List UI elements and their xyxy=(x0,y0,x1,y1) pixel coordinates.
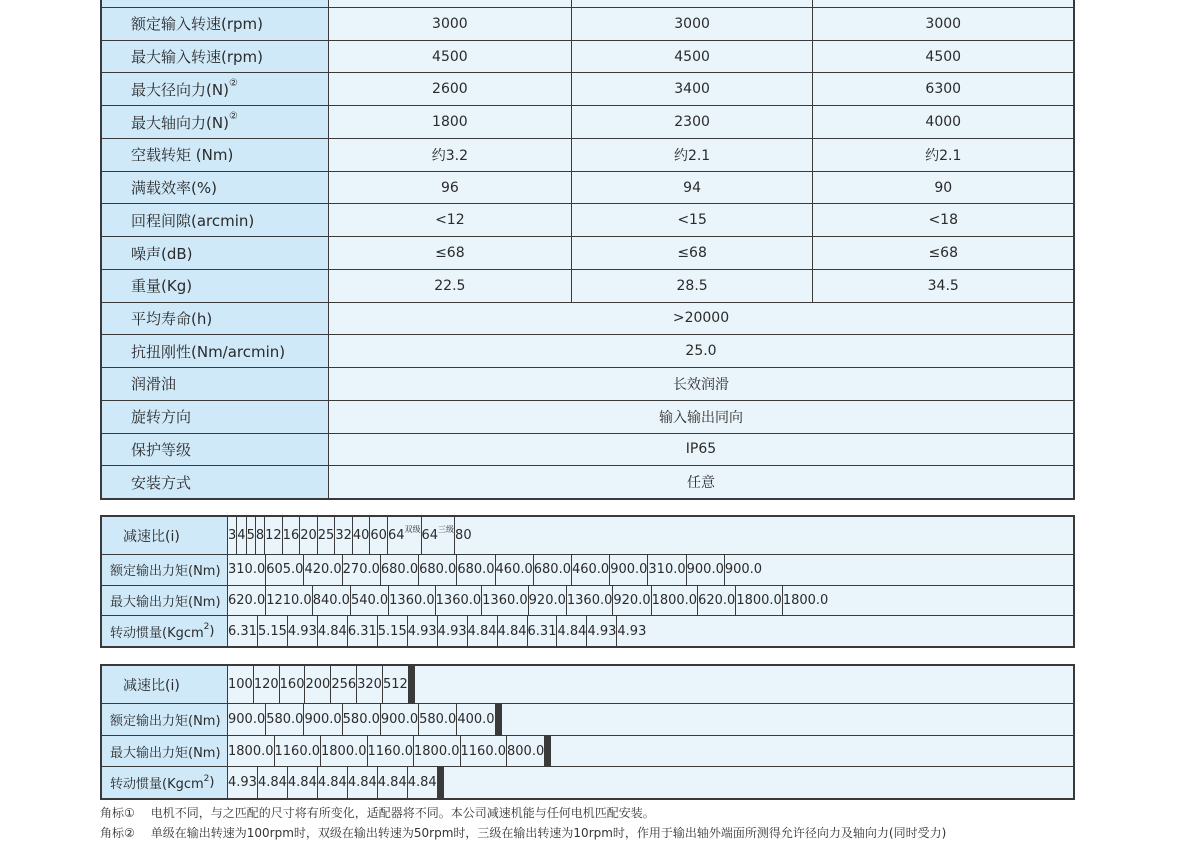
spec-row xyxy=(102,269,1073,302)
footnote xyxy=(100,803,1150,823)
ratio-row xyxy=(102,703,1073,735)
ratio-value-cell: 800.0 xyxy=(506,736,544,767)
ratio-value-cell: 1210.0 xyxy=(265,586,312,616)
ratio-header-value: 32 xyxy=(335,528,352,543)
ratio-header-value: 3 xyxy=(228,528,237,543)
ratio-value-cell: 1360.0 xyxy=(388,586,435,616)
spec-table xyxy=(100,0,1075,500)
spec-row-label: 平均寿命(h) xyxy=(102,303,328,335)
ratio-header-row xyxy=(102,666,1073,703)
ratio-header-cell xyxy=(454,517,472,554)
cut-off-value-cell xyxy=(328,0,571,7)
spec-row-label xyxy=(102,270,328,302)
ratio-header-value: 40 xyxy=(352,528,370,543)
cut-off-value-cell xyxy=(571,0,813,7)
spec-label-text: 最大轴向力(N) xyxy=(131,113,229,132)
ratio-table-high xyxy=(100,664,1075,800)
spec-label-text: 噪声(dB) xyxy=(131,244,193,263)
ratio-value-cell: 4.93 xyxy=(287,616,317,646)
ratio-value-cell: 4.84 xyxy=(287,767,317,798)
ratio-value-cell: 605.0 xyxy=(265,555,303,585)
ratio-value-cell: 840.0 xyxy=(312,586,350,616)
ratio-value-cell: 4.93 xyxy=(407,616,437,646)
ratio-header-value: 4 xyxy=(237,528,246,543)
ratio-value-cell: 4.84 xyxy=(467,616,497,646)
ratio-value-cell: 1360.0 xyxy=(566,586,613,616)
spec-value-cell: 4500 xyxy=(812,41,1073,73)
ratio-header-value: 120 xyxy=(253,677,279,692)
ratio-value-cell: 900.0 xyxy=(303,704,341,735)
ratio-value-cell: 4.84 xyxy=(257,767,287,798)
spec-span-value-cell: IP65 xyxy=(328,434,1073,466)
ratio-corner-cell: 减速比(i) xyxy=(102,517,227,554)
ratio-value-cell xyxy=(501,704,502,735)
ratio-header-cell xyxy=(382,666,408,703)
ratio-row xyxy=(102,735,1073,767)
ratio-value-cell: 900.0 xyxy=(724,555,762,585)
ratio-row-label xyxy=(102,704,227,735)
ratio-value-cell: 1800.0 xyxy=(651,586,698,616)
spec-label-text: 满载效率(%) xyxy=(131,179,217,198)
ratio-label-text: 额定输出力矩(Nm) xyxy=(110,564,221,580)
ratio-header-cell xyxy=(253,666,279,703)
footnotes xyxy=(100,803,1150,843)
ratio-label-text: 最大输出力矩(Nm) xyxy=(110,745,221,761)
ratio-header-cell xyxy=(236,517,245,554)
spec-span-value-cell: >20000 xyxy=(328,303,1073,335)
ratio-value-cell: 420.0 xyxy=(303,555,341,585)
ratio-value-cell: 680.0 xyxy=(418,555,456,585)
spec-row xyxy=(102,138,1073,171)
ratio-value-cell: 1800.0 xyxy=(413,736,460,767)
ratio-header-value: 100 xyxy=(228,677,253,692)
ratio-row xyxy=(102,766,1073,798)
ratio-header-cell xyxy=(279,666,305,703)
ratio-value-cell: 4.93 xyxy=(586,616,616,646)
ratio-value-cell: 620.0 xyxy=(697,586,735,616)
ratio-value-cell: 400.0 xyxy=(456,704,494,735)
spec-span-value-cell: 输入输出同向 xyxy=(328,401,1073,433)
ratio-value-cell: 4.93 xyxy=(227,767,257,798)
ratio-value-cell: 1360.0 xyxy=(435,586,482,616)
spec-row-label xyxy=(102,237,328,269)
spec-value-cell: 约3.2 xyxy=(328,139,571,171)
spec-value-cell: 约2.1 xyxy=(812,139,1073,171)
ratio-header-cell xyxy=(330,666,356,703)
spec-value-cell: 6300 xyxy=(812,73,1073,105)
spec-row-label: 抗扭刚性(Nm/arcmin) xyxy=(102,335,328,367)
ratio-header-cell xyxy=(227,666,253,703)
ratio-header-value: 160 xyxy=(279,677,305,692)
spec-row xyxy=(102,72,1073,105)
spec-span-row xyxy=(102,367,1073,400)
spec-value-cell: ≤68 xyxy=(328,237,571,269)
spec-value-cell: ≤68 xyxy=(812,237,1073,269)
ratio-header-cell: 64 $^{双级}$ xyxy=(387,517,421,554)
spec-value-cell: 22.5 xyxy=(328,270,571,302)
ratio-value-cell: 4.84 xyxy=(317,767,347,798)
spec-value-cell: 2300 xyxy=(571,106,813,138)
ratio-value-cell: 680.0 xyxy=(533,555,571,585)
ratio-header-cell xyxy=(334,517,352,554)
spec-row-label xyxy=(102,41,328,73)
spec-value-cell: ≤68 xyxy=(571,237,813,269)
ratio-header-value: 512 xyxy=(382,677,408,692)
spec-row xyxy=(102,40,1073,73)
spec-span-value-cell: 25.0 xyxy=(328,335,1073,367)
spec-row-label: 最大径向力(N) ② xyxy=(102,73,328,105)
ratio-label-text: 转动惯量(Kgcm xyxy=(110,625,204,641)
ratio-value-cell: 900.0 xyxy=(380,704,418,735)
ratio-header-cell xyxy=(246,517,255,554)
ratio-header-cell xyxy=(414,666,415,703)
ratio-header-cell xyxy=(317,517,335,554)
footnote-marker: 角标② xyxy=(100,826,135,840)
spec-label-text: 最大输入转速(rpm) xyxy=(131,48,264,67)
ratio-value-cell: 4.84 xyxy=(407,767,437,798)
ratio-header-cell xyxy=(227,517,236,554)
ratio-value-cell: 580.0 xyxy=(265,704,303,735)
ratio-value-cell xyxy=(550,736,551,767)
ratio-value-cell: 4.84 xyxy=(497,616,527,646)
ratio-header-value: 256 xyxy=(331,677,357,692)
ratio-value-cell: 6.31 xyxy=(347,616,377,646)
ratio-value-cell: 4.84 xyxy=(347,767,377,798)
ratio-value-cell: 900.0 xyxy=(227,704,265,735)
footnote-text: 电机不同，与之匹配的尺寸将有所变化，适配器将不同。本公司减速机能与任何电机匹配安装。 xyxy=(150,806,655,820)
footnote-marker: 角标① xyxy=(100,806,135,820)
ratio-value-cell: 1800.0 xyxy=(227,736,274,767)
cut-off-value-cell xyxy=(812,0,1073,7)
ratio-row-label: 转动惯量(Kgcm $^2$ ) xyxy=(102,616,227,646)
ratio-value-cell: 540.0 xyxy=(350,586,388,616)
spec-row-label xyxy=(102,204,328,236)
spec-label-text: 回程间隙(arcmin) xyxy=(131,211,255,230)
cut-off-label-cell xyxy=(102,0,328,7)
spec-value-cell: 3000 xyxy=(812,8,1073,40)
ratio-header-cell xyxy=(299,517,317,554)
ratio-value-cell: 680.0 xyxy=(456,555,494,585)
spec-row-label: 保护等级 xyxy=(102,434,328,466)
ratio-value-cell: 680.0 xyxy=(380,555,418,585)
ratio-value-cell: 460.0 xyxy=(571,555,609,585)
spec-span-row xyxy=(102,302,1073,335)
ratio-value-cell: 5.15 xyxy=(257,616,287,646)
spec-value-cell: <12 xyxy=(328,204,571,236)
footnote xyxy=(100,823,1150,843)
ratio-header-cell: 64 $^{三级}$ xyxy=(421,517,455,554)
ratio-value-cell: 1800.0 xyxy=(320,736,367,767)
spec-row xyxy=(102,203,1073,236)
ratio-header-value: 200 xyxy=(305,677,331,692)
ratio-value-cell: 4.93 xyxy=(616,616,646,646)
ratio-header-value: 80 xyxy=(455,528,472,543)
ratio-header-value: 16 xyxy=(282,528,300,543)
spec-row xyxy=(102,171,1073,204)
ratio-header-value: 20 xyxy=(300,528,317,543)
ratio-value-cell: 310.0 xyxy=(227,555,265,585)
ratio-row-label: 转动惯量(Kgcm $^2$ ) xyxy=(102,767,227,798)
spec-row-label xyxy=(102,8,328,40)
ratio-header-value: 64 xyxy=(387,528,405,543)
spec-span-value-cell: 任意 xyxy=(328,466,1073,498)
ratio-label-text: 最大输出力矩(Nm) xyxy=(110,595,221,610)
ratio-value-cell: 620.0 xyxy=(227,586,265,616)
footnote-text: 单级在输出转速为100rpm时，双级在输出转速为50rpm时，三级在输出转速为10rpm时，作用于输出轴外端面所测得允许径向力及轴向力(同时受力) xyxy=(150,826,947,840)
spec-row-label: 旋转方向 xyxy=(102,401,328,433)
ratio-header-cell xyxy=(369,517,387,554)
spec-row-label xyxy=(102,172,328,204)
cut-off-row xyxy=(102,0,1073,7)
spec-value-cell: 90 xyxy=(812,172,1073,204)
ratio-header-value: 12 xyxy=(265,528,282,543)
ratio-value-cell: 900.0 xyxy=(686,555,724,585)
spec-row xyxy=(102,7,1073,40)
ratio-header-value: 8 xyxy=(255,528,265,543)
spec-span-row xyxy=(102,465,1073,498)
ratio-header-row xyxy=(102,517,1073,554)
ratio-value-cell: 1160.0 xyxy=(460,736,507,767)
spec-row xyxy=(102,236,1073,269)
ratio-value-cell: 4.84 xyxy=(377,767,407,798)
spec-value-cell: 94 xyxy=(571,172,813,204)
ratio-header-value: 64 xyxy=(421,528,439,543)
spec-row-label: 安装方式 xyxy=(102,466,328,498)
ratio-label-text: 转动惯量(Kgcm xyxy=(110,777,204,793)
spec-span-row xyxy=(102,433,1073,466)
ratio-row-label xyxy=(102,736,227,767)
ratio-header-value: 320 xyxy=(357,677,382,692)
spec-value-cell: 4500 xyxy=(328,41,571,73)
ratio-value-cell: 5.15 xyxy=(377,616,407,646)
ratio-label-suffix: ) xyxy=(209,623,215,639)
spec-value-cell: 2600 xyxy=(328,73,571,105)
ratio-value-cell: 1800.0 xyxy=(782,586,829,616)
spec-value-cell: <18 xyxy=(812,204,1073,236)
ratio-value-cell: 920.0 xyxy=(528,586,566,616)
spec-span-row xyxy=(102,400,1073,433)
ratio-row xyxy=(102,585,1073,616)
ratio-value-cell: 900.0 xyxy=(609,555,647,585)
ratio-row xyxy=(102,554,1073,585)
ratio-value-cell: 1360.0 xyxy=(481,586,528,616)
ratio-header-value: 60 xyxy=(370,528,387,543)
spec-value-cell: 3000 xyxy=(328,8,571,40)
ratio-value-cell: 310.0 xyxy=(647,555,685,585)
spec-value-cell: 96 xyxy=(328,172,571,204)
ratio-corner-cell: 减速比(i) xyxy=(102,666,227,703)
ratio-value-cell: 6.31 xyxy=(527,616,557,646)
spec-value-cell: 约2.1 xyxy=(571,139,813,171)
ratio-value-cell: 1160.0 xyxy=(274,736,321,767)
ratio-header-cell xyxy=(264,517,282,554)
spec-value-cell: 34.5 xyxy=(812,270,1073,302)
ratio-value-cell: 1160.0 xyxy=(367,736,414,767)
spec-value-cell: 3400 xyxy=(571,73,813,105)
ratio-header-cell xyxy=(356,666,382,703)
spec-value-cell: <15 xyxy=(571,204,813,236)
ratio-label-text: 额定输出力矩(Nm) xyxy=(110,713,221,729)
ratio-row xyxy=(102,615,1073,646)
ratio-value-cell: 4.84 xyxy=(556,616,586,646)
spec-span-value-cell: 长效润滑 xyxy=(328,368,1073,400)
ratio-value-cell: 580.0 xyxy=(418,704,456,735)
spec-label-text: 额定输入转速(rpm) xyxy=(131,15,264,34)
spec-value-cell: 4000 xyxy=(812,106,1073,138)
ratio-header-value: 5 xyxy=(246,528,255,543)
ratio-row-label xyxy=(102,586,227,616)
ratio-value-cell: 6.31 xyxy=(227,616,257,646)
spec-row-label: 最大轴向力(N) ② xyxy=(102,106,328,138)
ratio-label-suffix: ) xyxy=(209,775,215,791)
spec-value-cell: 1800 xyxy=(328,106,571,138)
spec-value-cell: 28.5 xyxy=(571,270,813,302)
spec-label-text: 空载转矩 (Nm) xyxy=(131,146,234,165)
ratio-header-cell xyxy=(282,517,300,554)
spec-row-label xyxy=(102,139,328,171)
spec-label-text: 最大径向力(N) xyxy=(131,80,229,99)
ratio-value-cell: 4.84 xyxy=(317,616,347,646)
spec-label-text: 重量(Kg) xyxy=(131,277,193,296)
spec-value-cell: 3000 xyxy=(571,8,813,40)
ratio-header-cell xyxy=(304,666,330,703)
ratio-value-cell: 460.0 xyxy=(495,555,533,585)
ratio-header-cell xyxy=(352,517,370,554)
ratio-value-cell: 4.93 xyxy=(437,616,467,646)
ratio-table-low xyxy=(100,515,1075,648)
ratio-header-cell xyxy=(255,517,264,554)
ratio-value-cell xyxy=(443,767,444,798)
spec-span-row xyxy=(102,334,1073,367)
spec-row xyxy=(102,105,1073,138)
ratio-header-value: 25 xyxy=(317,528,335,543)
ratio-value-cell: 920.0 xyxy=(612,586,650,616)
ratio-value-cell: 270.0 xyxy=(342,555,380,585)
spec-value-cell: 4500 xyxy=(571,41,813,73)
ratio-row-label xyxy=(102,555,227,585)
ratio-value-cell: 1800.0 xyxy=(735,586,782,616)
ratio-value-cell: 580.0 xyxy=(342,704,380,735)
spec-row-label: 润滑油 xyxy=(102,368,328,400)
